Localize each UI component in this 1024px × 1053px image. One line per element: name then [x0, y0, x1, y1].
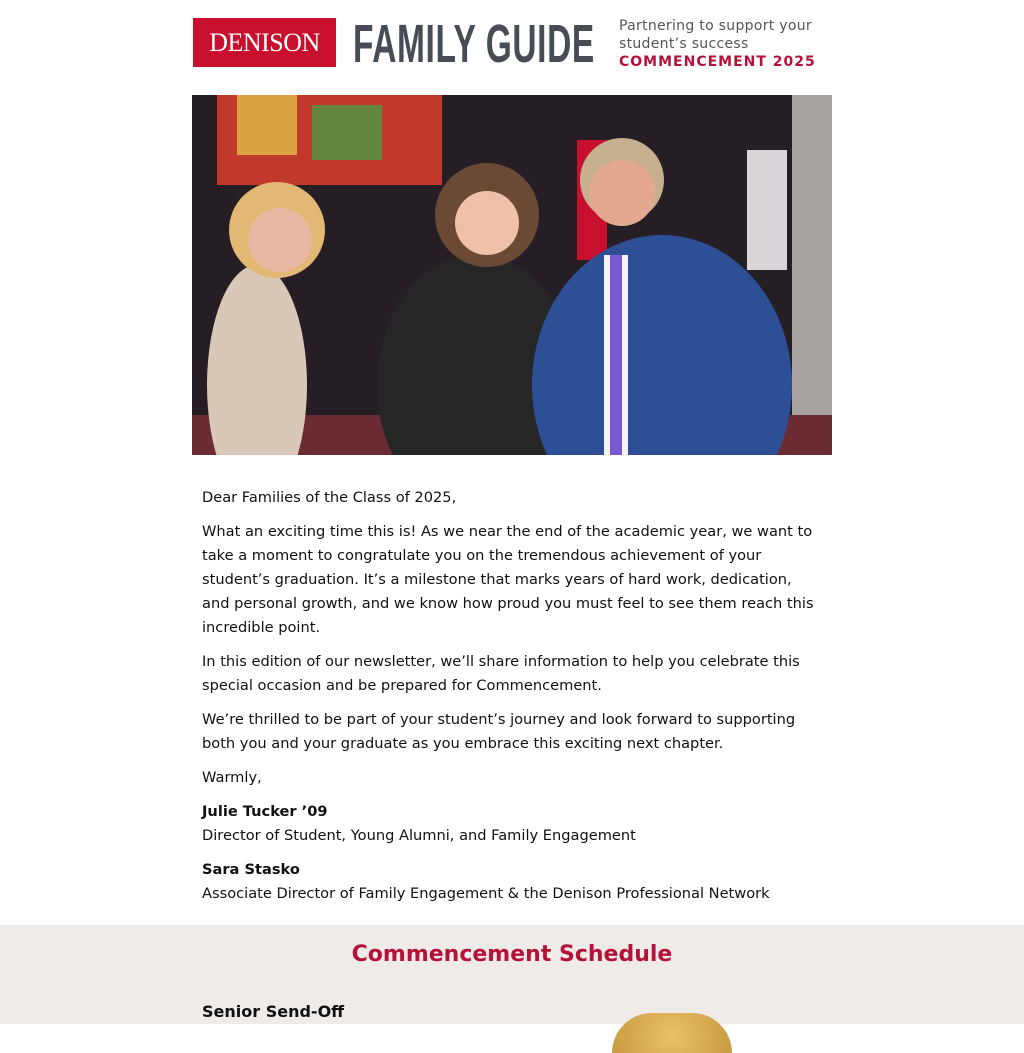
tagline-line-1: Partnering to support your	[619, 18, 812, 34]
welcome-letter	[202, 486, 822, 916]
signature-name: Sara Stasko	[202, 861, 300, 878]
signature-block	[202, 858, 822, 906]
letter-paragraph: What an exciting time this is! As we near the end of the academic year, we want to take a moment to congratulate you on the tremendous achievement of your student’s graduation. It’s a milestone that marks years of hard work, dedication, and personal growth, and we know how proud you must feel to see them reach this incredible point.	[202, 523, 814, 636]
newsletter-title: FAMILY GUIDE	[353, 14, 595, 74]
newsletter-header	[192, 14, 832, 74]
edition-label: COMMENCEMENT 2025	[619, 54, 816, 70]
section-title: Commencement Schedule	[351, 942, 673, 967]
letter-closing: Warmly,	[202, 769, 262, 786]
letter-greeting: Dear Families of the Class of 2025,	[202, 489, 457, 506]
letter-paragraph: In this edition of our newsletter, we’ll share information to help you celebrate this special occasion and be prepared for Commencement.	[202, 653, 800, 694]
signature-block	[202, 800, 822, 848]
signature-title: Director of Student, Young Alumni, and Family Engagement	[202, 827, 636, 844]
tagline	[619, 17, 816, 71]
letter-paragraph: We’re thrilled to be part of your student’s journey and look forward to supporting both you and your graduate as you embrace this exciting next chapter.	[202, 711, 796, 752]
signature-name: Julie Tucker ’09	[202, 803, 328, 820]
hero-photo	[192, 95, 832, 455]
medal-image	[612, 1013, 732, 1053]
commencement-schedule-section	[0, 925, 1024, 1024]
event-title: Senior Send-Off	[202, 1002, 345, 1021]
denison-logo[interactable]: DENISON	[193, 18, 336, 67]
signature-title: Associate Director of Family Engagement & the Denison Professional Network	[202, 885, 770, 902]
hero-photo-illustration	[192, 95, 832, 455]
tagline-line-2: student’s success	[619, 36, 749, 52]
